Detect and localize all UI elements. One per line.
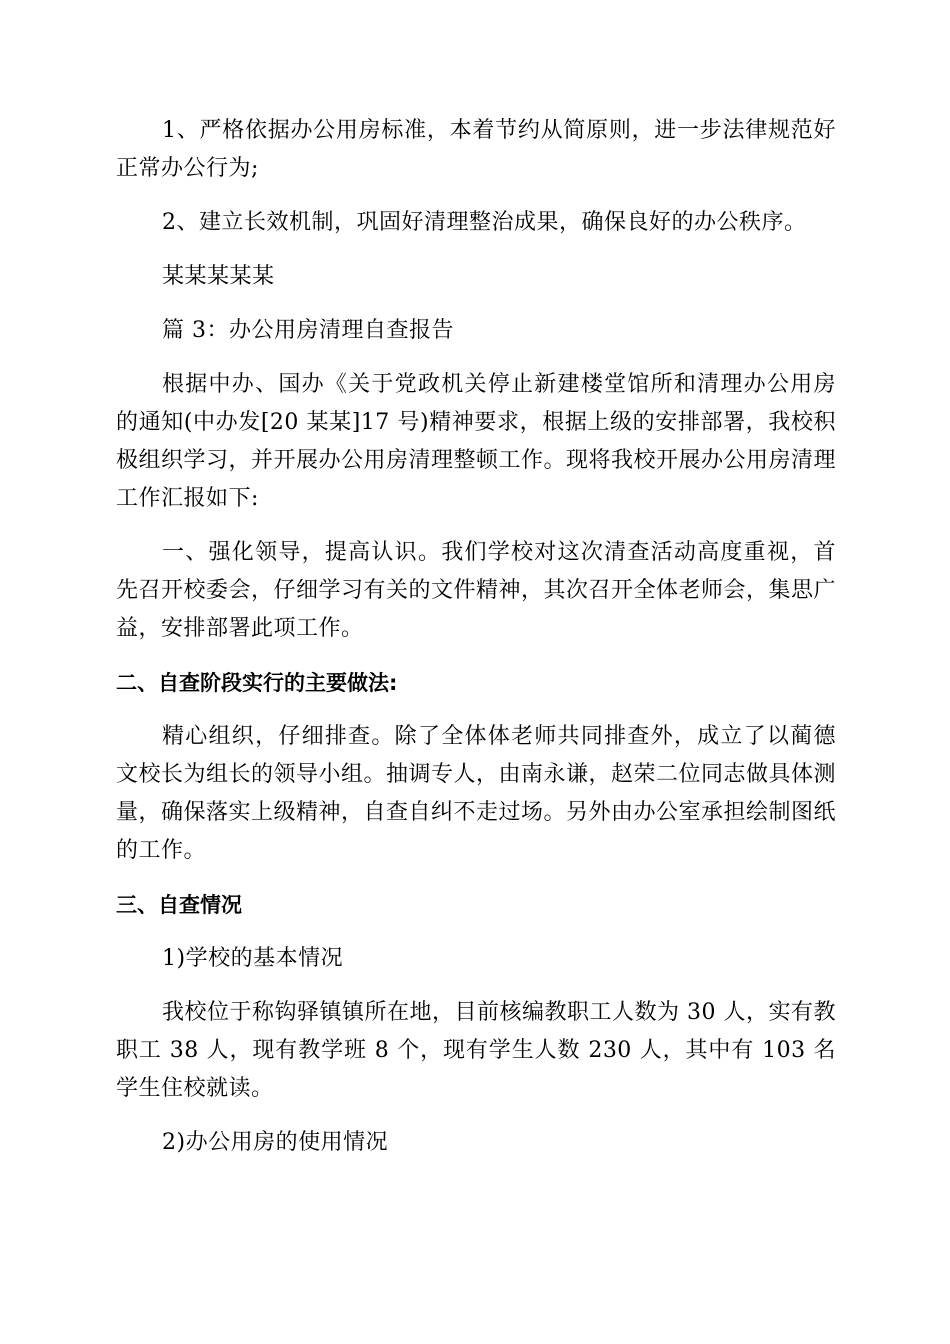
document-page <box>116 112 836 1178</box>
section-2-paragraph: 精心组织，仔细排查。除了全体体老师共同排查外，成立了以蔺德文校长为组长的领导小组。抽调专人，由南永谦，赵荣二位同志做具体测量，确保落实上级精神，自查自纠不走过场。另外由办公室承担绘制图纸的工作。 <box>116 724 837 863</box>
article-title: 篇 3：办公用房清理自查报告 <box>162 318 454 343</box>
item-1-paragraph: 1、严格依据办公用房标准，本着节约从简原则，进一步法律规范好正常办公行为; <box>116 118 836 181</box>
signature-text: 某某某某某 <box>162 264 275 289</box>
section-3-heading: 三、自查情况 <box>116 893 242 917</box>
subsection-1-title: 1)学校的基本情况 <box>162 946 344 971</box>
section-2-heading: 二、自查阶段实行的主要做法: <box>116 671 398 695</box>
intro-paragraph: 根据中办、国办《关于党政机关停止新建楼堂馆所和清理办公用房的通知(中办发[20 某某]17 号)精神要求，根据上级的安排部署，我校积极组织学习，并开展办公用房清理整顿工作。现将我校开展办公用房清理工作汇报如下: <box>116 372 837 511</box>
section-1-paragraph: 一、强化领导，提高认识。我们学校对这次清查活动高度重视，首先召开校委会，仔细学习有关的文件精神，其次召开全体老师会，集思广益，安排部署此项工作。 <box>116 540 837 641</box>
item-2-paragraph: 2、建立长效机制，巩固好清理整治成果，确保良好的办公秩序。 <box>162 210 807 235</box>
subsection-1-paragraph: 我校位于称钩驿镇镇所在地，目前核编教职工人数为 30 人，实有教职工 38 人，现有教学班 8 个，现有学生人数 230 人，其中有 103 名学生住校就读。 <box>116 1000 836 1101</box>
subsection-2-title: 2)办公用房的使用情况 <box>162 1130 389 1155</box>
